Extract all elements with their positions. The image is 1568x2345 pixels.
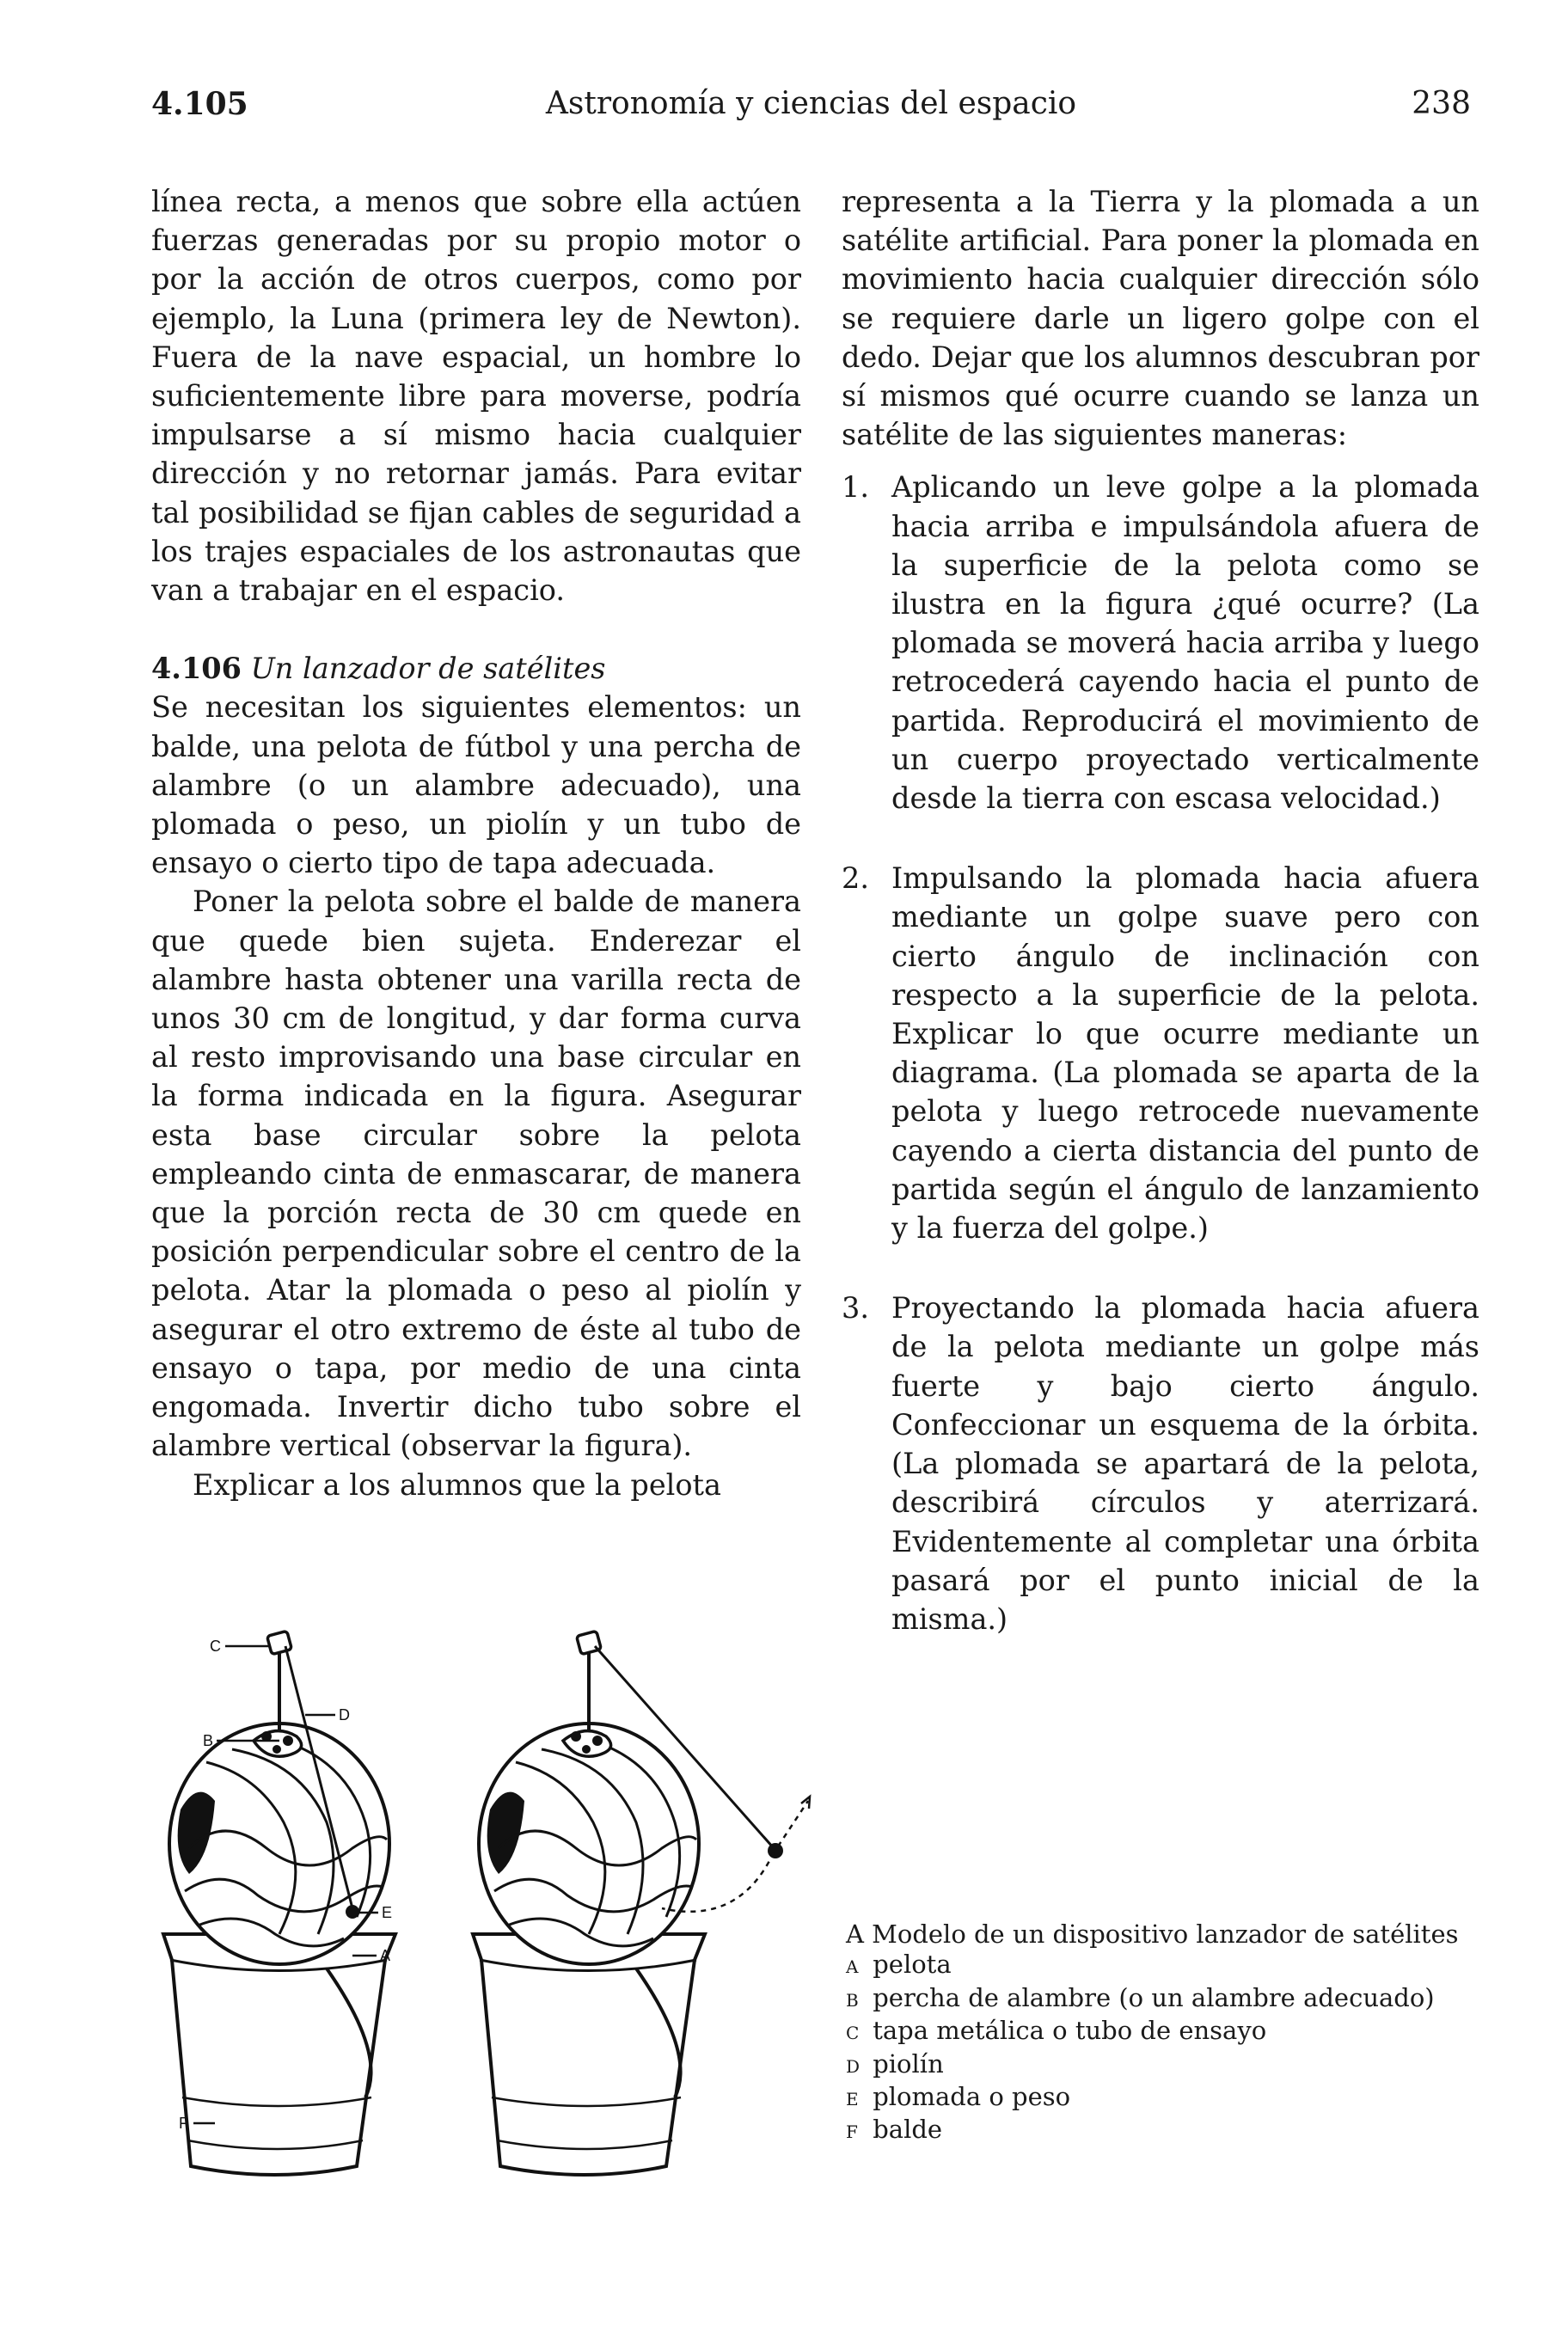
list-item-text: Impulsando la plomada hacia afuera mediante un golpe suave pero con cierto ángulo de inclinación con respecto a la superficie de la pelota. Explicar lo que ocurre mediante un diagrama. (La plomada se aparta de la pelota y luego retrocede nuevamente cayendo a cierta distancia del punto de partida según el ángulo de lanzamiento y la fuerza del golpe.) xyxy=(891,861,1479,1246)
figure-illustrations xyxy=(155,1616,842,2201)
legend-row xyxy=(846,1950,1486,1982)
section-number: 4.106 xyxy=(151,652,242,686)
paragraph-explain: Explicar a los alumnos que la pelota xyxy=(193,1467,721,1502)
legend-text: pelota xyxy=(873,1950,952,1980)
device-left xyxy=(163,1631,395,2175)
legend-row xyxy=(846,1983,1486,2016)
callout-d: D xyxy=(339,1706,350,1724)
legend-text: piolín xyxy=(873,2048,944,2079)
callout-a: A xyxy=(380,1947,391,1964)
legend-letter: F xyxy=(846,2122,858,2143)
paragraph-materials: Se necesitan los siguientes elementos: un balde, una pelota de fútbol y una percha de alambre (o un alambre adecuado), una plomada o peso, un piolín y un tubo de ensayo o cierto tipo de tapa adecuada. xyxy=(151,690,801,880)
callout-b: B xyxy=(203,1732,214,1749)
legend-text: percha de alambre (o un alambre adecuado) xyxy=(873,1982,1435,2012)
paragraph-instructions: Poner la pelota sobre el balde de manera que quede bien sujeta. Enderezar el alambre hasta obtener una varilla recta de unos 30 cm de longitud, y dar forma curva al resto improvisando una base circular en la forma indicada en la figura. Asegurar esta base circular sobre la pelota empleando cinta de enmascarar, de manera que la porción recta de 30 cm quede en posición perpendicular sobre el centro de la pelota. Atar la plomada o peso al piolín y asegurar el otro extremo de éste al tubo de ensayo o tapa, por medio de una cinta engomada. Invertir dicho tubo sobre el alambre vertical (observar la figura). xyxy=(151,885,801,1463)
list-item xyxy=(842,468,1479,817)
legend-row xyxy=(846,2016,1486,2048)
figure-legend xyxy=(846,1919,1486,2148)
legend-letter: E xyxy=(846,2089,859,2110)
right-column xyxy=(842,182,1479,1638)
legend-letter: A xyxy=(846,1956,859,1978)
left-column xyxy=(151,182,801,1504)
list-item-number: 3. xyxy=(842,1291,869,1326)
legend-title: A Modelo de un dispositivo lanzador de satélites xyxy=(846,1919,1459,1949)
section-heading xyxy=(151,649,801,688)
header-section-number: 4.105 xyxy=(151,86,248,122)
paragraph-intro: representa a la Tierra y la plomada a un satélite artificial. Para poner la plomada en movimiento hacia cualquier dirección sólo se requiere darle un ligero golpe con el dedo. Dejar que los alumnos descubran por sí mismos qué ocurre cuando se lanza un satélite de las siguientes maneras: xyxy=(842,185,1479,452)
list-item-number: 2. xyxy=(842,861,869,896)
legend-text: tapa metálica o tubo de ensayo xyxy=(873,2016,1267,2046)
legend-letter: C xyxy=(846,2023,860,2044)
list-item xyxy=(842,859,1479,1247)
legend-row xyxy=(846,2082,1486,2115)
callout-f: F xyxy=(179,2115,188,2132)
header-title: Astronomía y ciencias del espacio xyxy=(545,86,1077,121)
callout-e: E xyxy=(382,1904,393,1921)
legend-text: balde xyxy=(873,2115,943,2145)
page-header xyxy=(151,86,1471,134)
header-page-number: 238 xyxy=(1412,86,1471,121)
satellite-launcher-drawing xyxy=(155,1616,842,2201)
list-item-text: Aplicando un leve golpe a la plomada hacia arriba e impulsándola afuera de la superficie de la pelota como se ilustra en la figura ¿qué ocurre? (La plomada se moverá hacia arriba y luego retrocederá cayendo hacia el punto de partida. Reproducirá el movimiento de un cuerpo proyectado verticalmente desde la tierra con escasa velocidad.) xyxy=(891,470,1479,816)
device-right xyxy=(473,1631,810,2175)
list-item-number: 1. xyxy=(842,470,869,505)
paragraph-continuation: línea recta, a menos que sobre ella actúen fuerzas generadas por su propio motor o por la acción de otros cuerpos, como por ejemplo, la Luna (primera ley de Newton). Fuera de la nave espacial, un hombre lo suficientemente libre para moverse, podría impulsarse a sí mismo hacia cualquier dirección y no retornar jamás. Para evitar tal posibilidad se fijan cables de seguridad a los trajes espaciales de los astronautas que van a trabajar en el espacio. xyxy=(151,185,801,608)
section-title: Un lanzador de satélites xyxy=(250,652,606,686)
legend-letter: B xyxy=(846,1989,859,2011)
legend-letter: D xyxy=(846,2055,861,2077)
legend-row xyxy=(846,2115,1486,2147)
legend-text: plomada o peso xyxy=(873,2082,1071,2112)
list-item-text: Proyectando la plomada hacia afuera de la pelota mediante un golpe más fuerte y bajo cierto ángulo. Confeccionar un esquema de la órbita. (La plomada se apartará de la pelota, describirá círculos y aterrizará. Evidentemente al completar una órbita pasará por el punto inicial de la misma.) xyxy=(891,1291,1479,1636)
callout-c: C xyxy=(210,1638,221,1655)
list-item xyxy=(842,1289,1479,1638)
legend-row xyxy=(846,2049,1486,2082)
